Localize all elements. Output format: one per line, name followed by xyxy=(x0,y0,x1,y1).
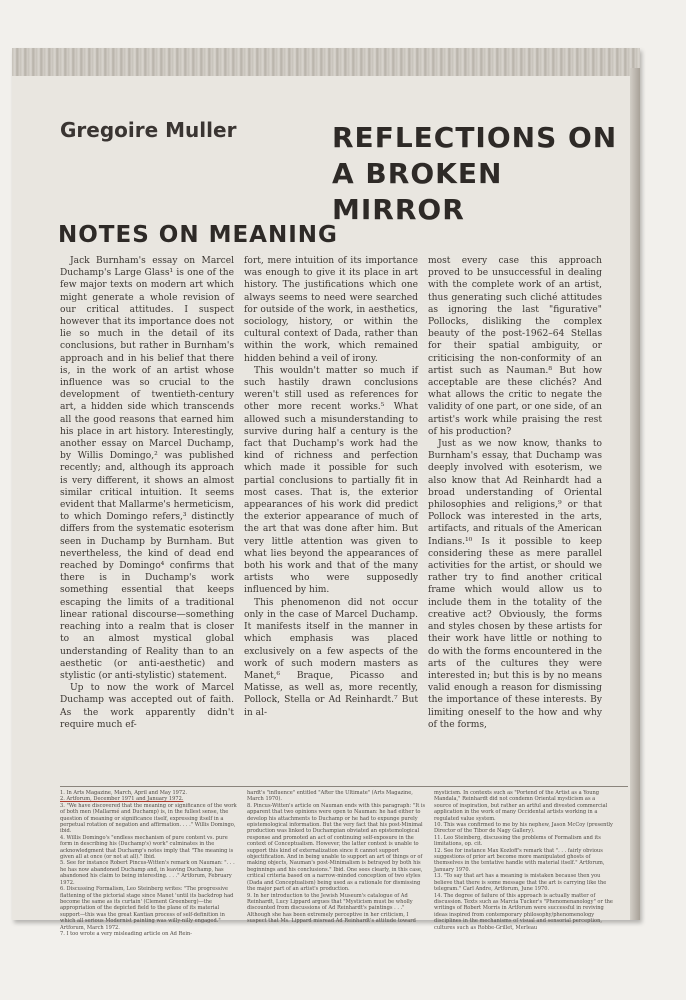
footnotes-column-2 xyxy=(247,790,427,925)
body-paragraph: This wouldn't matter so much if such hastily drawn conclusions weren't still used as references for other more recent works.⁵ What allowed such a misunderstanding to survive during half a century is the fact that Duchamp's work had the kind of richness and perfection which made it possible for such partial conclusions to partially fit in most cases. That is, the exterior appearances of his work did predict the exterior appearance of much of the art that was done after him. But very little attention was given to what lies beyond the appearances of both his work and that of the many artists who were supposedly influenced by him. xyxy=(244,365,418,596)
body-paragraph: most every case this approach proved to be unsuccessful in dealing with the complete work of an artist, thus generating such cliché attitudes as ignoring the last "figurative" Pollocks, disliking the complex beauty of the post-1962–64 Stellas for their spatial ambiguity, or criticising the non-conformity of an artist such as Nauman.⁸ But how acceptable are these clichés? And what allows the critic to negate the validity of one part, or one side, of an artist's work while praising the rest of his production? xyxy=(428,256,602,437)
article-title xyxy=(332,120,632,228)
footnote: mysticism. In contexts such as "Portend of the Artist as a Young Mandala," Reinhardt did not condemn Oriental mysticism as a source of inspiration, but rather an artful and divested commercial application in the work of many Occidental artists working in a regulated value system. xyxy=(434,790,608,822)
body-paragraph: Just as we now know, thanks to Burnham's essay, that Duchamp was deeply involved with esoterism, we also know that Ad Reinhardt had a broad understanding of Oriental philosophies and religions,⁹ or that Pollock was interested in the arts, artifacts, and rituals of the American Indians.¹⁰ Is it possible to keep considering these as mere parallel activities for the artist, or should we rather try to find another critical frame which would allow us to include them in the totality of the creative act? Obviously, the forms and styles chosen by these artists for their work have little or nothing to do with the forms encountered in the arts of the cultures they were interested in; but this is by no means valid enough a reason for dismissing the importance of these interests. By limiting oneself to the how and why of the forms, xyxy=(428,439,602,730)
footnote: 6. Discussing Formalism, Leo Steinberg writes: "The progressive flattening of the pictorial stage since Manet 'until its backdrop had become the same as its curtain' (Clement Greenberg)—the appropriation of the depicted field to the plane of its material support—this was the great Kantian process of self-definition in which all serious Modernist painting was willy-nilly engaged." Artforum, March 1972. xyxy=(60,886,234,931)
footnote: 13. "To say that art has a meaning is mistaken because then you believe that there is some message that the art is carrying like the telegram." Carl Andre, Artforum, June 1970. xyxy=(434,873,607,893)
footnote: hardt's "influence" entitled "After the Ultimate" (Arts Magazine, March 1970). xyxy=(247,790,413,803)
footnote: 9. In her introduction to the Jewish Museum's catalogue of Ad Reinhardt, Lucy Lippard argues that "Mysticism must be wholly discounted from discussions of Ad Reinhardt's paintings . . ." Although she has been extremely perceptive in her criticism, I suspect that Ms. Lippard misread Ad Reinhardt's attitude toward xyxy=(247,892,416,925)
title-line-1: REFLECTIONS ON xyxy=(332,121,618,154)
footnote: 12. See for instance Max Kozloff's remark that ". . . fairly obvious suggestions of prior art become more manipulated ghosts of themselves in the tentative handle with material itself." Artforum, January 1970. xyxy=(434,847,605,873)
footnote: 7. I too wrote a very misleading article on Ad Rein- xyxy=(60,930,193,937)
body-paragraph: Jack Burnham's essay on Marcel Duchamp's Large Glass¹ is one of the few major texts on modern art which might generate a whole revision of our critical attitudes. I suspect however that its importance does not lie so much in the detail of its conclusions, but rather in Burnham's approach and in his belief that there is, in the work of an artist whose influence was so crucial to the development of twentieth-century art, a hidden side which transcends all the good reasons that earned him his place in art history. Interestingly, another essay on Marcel Duchamp, by Willis Domingo,² was published recently; and, although its approach is very different, it shows an almost similar critical intuition. It seems evident that Mallarme's hermeticism, to which Domingo refers,³ distinctly differs from the systematic esoterism seen in Duchamp by Burnham. But nevertheless, the kind of dead end reached by Domingo⁴ confirms that there is in Duchamp's work something essential that keeps escaping the limits of a traditional linear rational discourse—something reaching into a realm that is closer to an almost mystical global understanding of Reality than to an aesthetic (or anti-aesthetic) and stylistic (or anti-stylistic) statement. xyxy=(60,256,234,681)
footnote-rule xyxy=(60,786,628,787)
title-line-2: A BROKEN MIRROR xyxy=(332,157,503,226)
section-heading: NOTES ON MEANING xyxy=(58,222,338,248)
body-column-3 xyxy=(428,255,602,785)
footnotes-column-3 xyxy=(434,790,614,931)
body-column-1 xyxy=(60,255,234,785)
footnote: 2. Artforum, December 1971 and January 1972. xyxy=(60,796,184,803)
body-column-2 xyxy=(244,255,418,785)
author-name: Gregoire Muller xyxy=(60,118,237,142)
footnote: 4. Willis Domingo's "endless mechanism of pure content vs. pure form in describing his (Duchamp's) work" culminates in the acknowledgment that Duchamp's notes imply that "The meaning is given all at once (or not at all)." Ibid. xyxy=(60,834,234,861)
magazine-page xyxy=(12,48,640,937)
footnote: 10. This was confirmed to me by his nephew, Jason McCoy (presently Director of the Tibor de Nagy Gallery). xyxy=(434,822,613,835)
footnote: 8. Pincus-Witten's article on Nauman ends with this paragraph: "It is apparent that two opinions were open to Nauman: he had either to develop his attachments to Duchamp or he had to expunge purely epistemological information. But the very fact that his post-Minimal production was linked to Duchampian obviated an epistemological response and promoted an act of continuing self-exposure in the context of Conceptualism. However, the latter context is unable to support this kind of externalization since it cannot support objectification. And in being unable to support an art of things or of making objects, Nauman's post-Minimalism is betrayed by both his beginnings and his conclusions." Ibid. One sees clearly, in this case, critical criteria based on a narrow-minded conception of two styles (Dada and Conceptualism) being used as a rationale for dismissing the major part of an artist's production. xyxy=(247,802,426,893)
body-paragraph: fort, mere intuition of its importance was enough to give it its place in art history. The justifications which one always seems to need were searched for outside of the work, in aesthetics, sociology, history, or within the cultural context of Dada, rather than within the work, which remained hidden behind a veil of irony. xyxy=(244,256,418,364)
footnote: 14. The degree of failure of this approach is actually matter of discussion. Texts such as Marcia Tucker's "Phenomenanology" or the writings of Robert Morris in Artforum were successful in reviving ideas inspired from contemporary philosophy/phenomenology disciplines in the mechanisms of visual and sensorial perception, cultures such as Robbe-Grillet, Merleau xyxy=(434,892,613,931)
body-paragraph: This phenomenon did not occur only in the case of Marcel Duchamp. It manifests itself in the manner in which emphasis was placed exclusively on a few aspects of the work of such modern masters as Manet,⁶ Braque, Picasso and Matisse, as well as, more recently, Pollock, Stella or Ad Reinhardt.⁷ But in al- xyxy=(244,597,418,718)
footnotes-column-1 xyxy=(60,790,240,937)
footnote: 3. "We have discovered that the meaning or significance of the work of both men (Mallarmé and Duchamp) is, in the fullest sense, the question of meaning or significance itself, expressing itself in a perpetual rotation of negation and affirmation. . . ." Willis Domingo, ibid. xyxy=(60,802,237,835)
torn-top-edge xyxy=(12,48,640,76)
footnote: 5. See for instance Robert Pincus-Witten's remark on Nauman: ". . . he has now abandoned Duchamp and, in leaving Duchamp, has abandoned his claim to being interesting. . . ." Artforum, February 1972. xyxy=(60,860,235,886)
body-paragraph: Up to now the work of Marcel Duchamp was accepted out of faith. As the work apparently didn't require much ef- xyxy=(60,683,234,730)
footnote: 11. Leo Steinberg, discussing the problems of Formalism and its limitations, op. cit. xyxy=(434,834,601,848)
footnote: 1. In Arts Magazine, March, April and May 1972. xyxy=(60,790,188,796)
